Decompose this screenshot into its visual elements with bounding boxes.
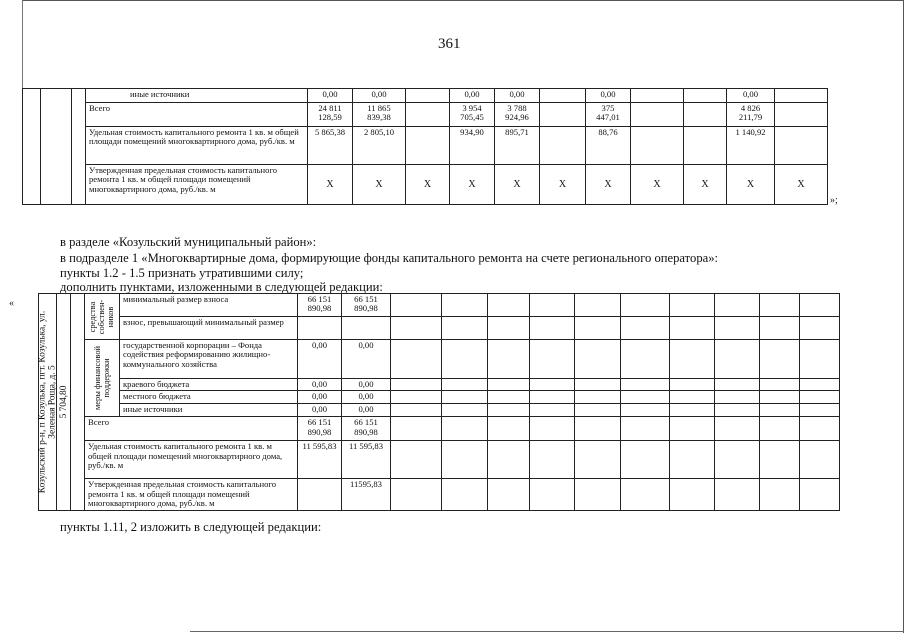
table-row	[39, 340, 840, 379]
value-cell: 0,00	[450, 89, 495, 103]
value-cell: 0,00	[308, 89, 353, 103]
page-number: 361	[438, 36, 461, 52]
empty-cell	[621, 417, 670, 441]
value-cell: X	[495, 165, 540, 205]
empty-cell	[800, 391, 840, 404]
table-row	[23, 165, 828, 205]
empty-cell	[442, 417, 488, 441]
value-cell: 0,00	[342, 340, 391, 379]
table-row	[39, 317, 840, 340]
empty-cell	[670, 441, 715, 479]
paragraph-repeal: пункты 1.2 - 1.5 признать утратившими силу;	[60, 266, 304, 280]
value-cell: 24 811 128,59	[308, 103, 353, 127]
table-row	[23, 89, 828, 103]
value-cell	[342, 317, 391, 340]
empty-cell	[670, 417, 715, 441]
value-cell: 11 595,83	[342, 441, 391, 479]
empty-cell	[760, 379, 800, 391]
empty-cell	[800, 404, 840, 417]
row-label: иные источники	[120, 404, 298, 417]
row-label: Утвержденная предельная стоимость капитального ремонта 1 кв. м общей площади помещений многоквартирного дома, руб./кв. м	[86, 165, 308, 205]
value-cell: 0,00	[727, 89, 775, 103]
empty-cell	[760, 391, 800, 404]
empty-cell	[575, 417, 621, 441]
table-row	[39, 404, 840, 417]
empty-cell	[488, 379, 530, 391]
empty-cell	[670, 391, 715, 404]
table-row	[23, 127, 828, 165]
empty-cell	[670, 404, 715, 417]
value-cell: X	[775, 165, 828, 205]
empty-cell	[442, 294, 488, 317]
value-cell: X	[727, 165, 775, 205]
paragraph-subsection: в подразделе 1 «Многоквартирные дома, формирующие фонды капитального ремонта на счете регионального оператора»:	[60, 251, 718, 265]
value-cell	[298, 479, 342, 510]
empty-cell	[391, 404, 442, 417]
empty-cell	[715, 404, 760, 417]
value-cell: X	[353, 165, 406, 205]
value-cell	[631, 89, 684, 103]
row-label: взнос, превышающий минимальный размер	[120, 317, 298, 340]
empty-cell	[800, 479, 840, 510]
value-cell: X	[586, 165, 631, 205]
value-cell	[406, 89, 450, 103]
empty-cell	[575, 294, 621, 317]
value-cell: 66 151 890,98	[342, 417, 391, 441]
empty-cell	[621, 317, 670, 340]
cost-table-kozulka	[38, 293, 840, 511]
empty-cell	[621, 479, 670, 510]
empty-cell	[488, 340, 530, 379]
value-cell: X	[684, 165, 727, 205]
cost-table-continuation	[22, 88, 828, 205]
empty-cell	[488, 391, 530, 404]
row-label: Удельная стоимость капитального ремонта 1 кв. м общей площади помещений многоквартирного дома, руб./кв. м	[86, 127, 308, 165]
empty-cell	[621, 391, 670, 404]
value-cell: 0,00	[342, 404, 391, 417]
empty-cell	[760, 340, 800, 379]
empty-cell	[530, 294, 575, 317]
empty-cell	[715, 294, 760, 317]
table-row	[39, 294, 840, 317]
value-cell: 88,76	[586, 127, 631, 165]
empty-cell	[575, 391, 621, 404]
value-cell	[684, 103, 727, 127]
row-label: местного бюджета	[120, 391, 298, 404]
owners-funds-group: средства собствен-ников	[85, 294, 120, 340]
empty-cell	[442, 479, 488, 510]
empty-cell	[621, 340, 670, 379]
empty-cell	[530, 340, 575, 379]
empty-cell	[800, 379, 840, 391]
value-cell	[406, 127, 450, 165]
value-cell: 3 954 705,45	[450, 103, 495, 127]
value-cell: 0,00	[298, 379, 342, 391]
value-cell	[684, 127, 727, 165]
scan-edge-bottom	[190, 631, 904, 632]
paragraph-supplement: дополнить пунктами, изложенными в следующей редакции:	[60, 280, 383, 294]
empty-cell	[800, 294, 840, 317]
row-label: государственной корпорации – Фонда содействия реформированию жилищно-коммунального хозяйства	[120, 340, 298, 379]
empty-cell	[488, 294, 530, 317]
row-label: Всего	[86, 103, 308, 127]
value-cell: 1 140,92	[727, 127, 775, 165]
empty-cell	[530, 441, 575, 479]
empty-cell	[530, 417, 575, 441]
empty-cell	[488, 317, 530, 340]
value-cell: 934,90	[450, 127, 495, 165]
value-cell: 4 826 211,79	[727, 103, 775, 127]
empty-cell	[715, 340, 760, 379]
empty-cell	[391, 317, 442, 340]
value-cell: 0,00	[495, 89, 540, 103]
value-cell	[631, 127, 684, 165]
empty-cell	[488, 417, 530, 441]
empty-cell	[621, 294, 670, 317]
empty-cell	[530, 404, 575, 417]
empty-cell	[800, 340, 840, 379]
empty-cell	[800, 317, 840, 340]
value-cell: 66 151 890,98	[342, 294, 391, 317]
blank-cell	[41, 89, 72, 205]
empty-cell	[391, 479, 442, 510]
row-label: Утвержденная предельная стоимость капитального ремонта 1 кв. м общей площади помещений многоквартирного дома, руб./кв. м	[85, 479, 298, 510]
empty-cell	[670, 317, 715, 340]
empty-cell	[760, 479, 800, 510]
empty-cell	[488, 404, 530, 417]
empty-cell	[442, 391, 488, 404]
empty-cell	[760, 317, 800, 340]
empty-cell	[670, 479, 715, 510]
financial-support-group: меры финансовой поддержки	[85, 340, 120, 417]
empty-cell	[530, 317, 575, 340]
empty-cell	[575, 340, 621, 379]
empty-cell	[800, 441, 840, 479]
value-cell: 0,00	[298, 404, 342, 417]
value-cell	[684, 89, 727, 103]
area-cell: 5 704,80	[57, 294, 71, 511]
value-cell	[406, 103, 450, 127]
value-cell	[775, 127, 828, 165]
empty-cell	[715, 317, 760, 340]
empty-cell	[442, 441, 488, 479]
value-cell	[775, 89, 828, 103]
blank-cell	[23, 89, 41, 205]
value-cell: X	[540, 165, 586, 205]
empty-cell	[670, 340, 715, 379]
value-cell	[631, 103, 684, 127]
scan-edge-top	[22, 0, 904, 1]
value-cell	[540, 89, 586, 103]
empty-cell	[530, 379, 575, 391]
table-row	[39, 417, 840, 441]
empty-cell	[391, 294, 442, 317]
table-row	[23, 103, 828, 127]
empty-cell	[621, 441, 670, 479]
empty-cell	[391, 417, 442, 441]
empty-cell	[715, 379, 760, 391]
value-cell: 0,00	[353, 89, 406, 103]
value-cell: X	[308, 165, 353, 205]
value-cell: 0,00	[586, 89, 631, 103]
blank-cell	[71, 294, 85, 511]
value-cell: 66 151 890,98	[298, 294, 342, 317]
empty-cell	[760, 417, 800, 441]
empty-cell	[575, 379, 621, 391]
empty-cell	[530, 479, 575, 510]
value-cell: 0,00	[298, 391, 342, 404]
empty-cell	[575, 317, 621, 340]
table-row	[39, 441, 840, 479]
value-cell: 11 865 839,38	[353, 103, 406, 127]
value-cell: 375 447,01	[586, 103, 631, 127]
empty-cell	[391, 340, 442, 379]
empty-cell	[575, 479, 621, 510]
value-cell	[540, 103, 586, 127]
value-cell: 5 865,38	[308, 127, 353, 165]
row-label: иные источники	[86, 89, 308, 103]
empty-cell	[442, 340, 488, 379]
empty-cell	[442, 379, 488, 391]
empty-cell	[670, 294, 715, 317]
value-cell: 2 805,10	[353, 127, 406, 165]
row-label: Всего	[85, 417, 298, 441]
empty-cell	[760, 294, 800, 317]
value-cell: X	[450, 165, 495, 205]
empty-cell	[621, 404, 670, 417]
empty-cell	[442, 404, 488, 417]
empty-cell	[488, 479, 530, 510]
empty-cell	[621, 379, 670, 391]
empty-cell	[715, 441, 760, 479]
value-cell: 3 788 924,96	[495, 103, 540, 127]
table-row	[39, 391, 840, 404]
value-cell: X	[406, 165, 450, 205]
empty-cell	[715, 417, 760, 441]
opening-quote-mark: «	[9, 298, 14, 309]
closing-quote-mark: »;	[830, 195, 838, 206]
empty-cell	[715, 391, 760, 404]
empty-cell	[760, 441, 800, 479]
empty-cell	[575, 404, 621, 417]
empty-cell	[391, 441, 442, 479]
empty-cell	[391, 391, 442, 404]
table-row	[39, 379, 840, 391]
value-cell: X	[631, 165, 684, 205]
address-cell: Козульский р-н, п Козулька, пгт. Козулька, ул. Зеленая Роща, д. 5	[39, 294, 57, 511]
empty-cell	[800, 417, 840, 441]
empty-cell	[760, 404, 800, 417]
value-cell	[298, 317, 342, 340]
value-cell: 66 151 890,98	[298, 417, 342, 441]
value-cell: 0,00	[342, 391, 391, 404]
value-cell: 0,00	[298, 340, 342, 379]
value-cell: 0,00	[342, 379, 391, 391]
table-row	[39, 479, 840, 510]
empty-cell	[670, 379, 715, 391]
empty-cell	[575, 441, 621, 479]
value-cell: 11595,83	[342, 479, 391, 510]
empty-cell	[391, 379, 442, 391]
empty-cell	[715, 479, 760, 510]
value-cell	[540, 127, 586, 165]
row-label: Удельная стоимость капитального ремонта 1 кв. м общей площади помещений многоквартирного дома, руб./кв. м	[85, 441, 298, 479]
paragraph-section: в разделе «Козульский муниципальный район»:	[60, 235, 317, 249]
empty-cell	[488, 441, 530, 479]
value-cell: 11 595,83	[298, 441, 342, 479]
row-label: минимальный размер взноса	[120, 294, 298, 317]
empty-cell	[530, 391, 575, 404]
value-cell: 895,71	[495, 127, 540, 165]
paragraph-amend: пункты 1.11, 2 изложить в следующей редакции:	[60, 520, 322, 534]
blank-cell	[72, 89, 86, 205]
empty-cell	[442, 317, 488, 340]
row-label: краевого бюджета	[120, 379, 298, 391]
value-cell	[775, 103, 828, 127]
